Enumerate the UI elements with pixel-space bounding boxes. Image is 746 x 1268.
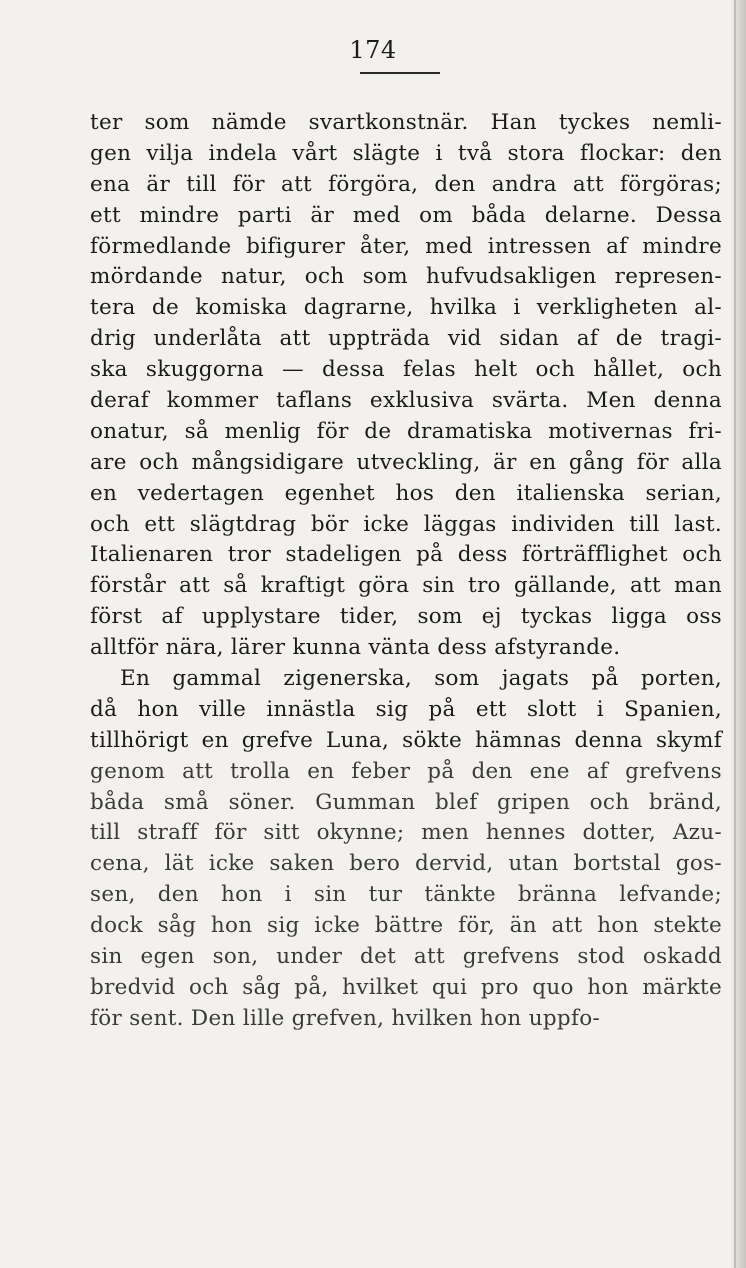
text-line-paragraph-start: En gammal zigenerska, som jagats på porten, <box>120 666 722 692</box>
text-line: Italienaren tror stadeligen på dess förträfflighet och <box>90 542 722 568</box>
page-number: 174 <box>349 36 397 64</box>
text-line: tillhörigt en grefve Luna, sökte hämnas denna skymf <box>90 727 722 753</box>
text-line: förstår att så kraftigt göra sin tro gällande, att man <box>90 573 722 599</box>
text-line: båda små söner. Gumman blef gripen och bränd, <box>90 789 722 815</box>
text-line: gen vilja indela vårt slägte i två stora flockar: den <box>90 140 722 166</box>
text-line: sen, den hon i sin tur tänkte bränna lefvande; <box>90 882 722 908</box>
text-line: deraf kommer taflans exklusiva svärta. Men denna <box>90 388 722 414</box>
text-line: tera de komiska dagrarne, hvilka i verkligheten al- <box>90 295 722 321</box>
text-line: onatur, så menlig för de dramatiska motivernas fri- <box>90 418 722 444</box>
text-line: en vedertagen egenhet hos den italienska serian, <box>90 480 722 506</box>
text-line: förmedlande bifigurer åter, med intressen af mindre <box>90 233 722 259</box>
text-line: först af upplystare tider, som ej tyckas ligga oss <box>90 604 722 630</box>
text-line: cena, lät icke saken bero dervid, utan bortstal gos- <box>90 851 722 877</box>
text-line: mördande natur, och som hufvudsakligen represen- <box>90 264 722 290</box>
text-line: genom att trolla en feber på den ene af grefvens <box>90 758 722 784</box>
text-line: dock såg hon sig icke bättre för, än att hon stekte <box>90 913 722 939</box>
text-line: alltför nära, lärer kunna vänta dess afstyrande. <box>90 635 621 661</box>
text-line: ett mindre parti är med om båda delarne. Dessa <box>90 202 722 228</box>
text-line: are och mångsidigare utveckling, är en gång för alla <box>90 449 722 475</box>
text-line: sin egen son, under det att grefvens stod oskadd <box>90 944 722 970</box>
text-line: då hon ville innästla sig på ett slott i Spanien, <box>90 696 722 722</box>
text-line: ena är till för att förgöra, den andra att förgöras; <box>90 171 722 197</box>
text-line: drig underlåta att uppträda vid sidan af de tragi- <box>90 326 722 352</box>
page-edge-shadow <box>734 0 736 1268</box>
text-line: till straff för sitt okynne; men hennes dotter, Azu- <box>90 820 722 846</box>
text-line: ter som nämde svartkonstnär. Han tyckes nemli- <box>90 110 722 135</box>
text-line: bredvid och såg på, hvilket qui pro quo hon märkte <box>90 974 722 1000</box>
page-edge <box>730 0 746 1268</box>
text-line: ska skuggorna — dessa felas helt och hållet, och <box>90 357 722 383</box>
page-number-rule <box>360 72 440 74</box>
body-text <box>90 108 722 1035</box>
text-line: för sent. Den lille grefven, hvilken hon uppfo- <box>90 1005 601 1031</box>
text-line: och ett slägtdrag bör icke läggas individen till last. <box>90 511 722 537</box>
